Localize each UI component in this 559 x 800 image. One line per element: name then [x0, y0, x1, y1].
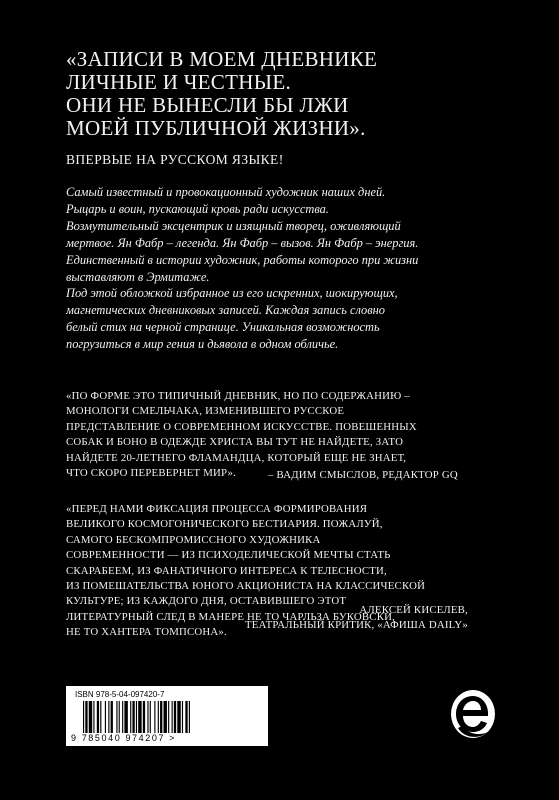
quote-line: ПРЕДСТАВЛЕНИЕ О СОВРЕМЕННОМ ИСКУССТВЕ. ПОВЕШЕННЫХ — [66, 420, 417, 433]
first-in-russian-note: ВПЕРВЫЕ НА РУССКОМ ЯЗЫКЕ! — [66, 152, 284, 167]
publisher-e-logo-icon — [448, 688, 498, 740]
description-line: выставляют в Эрмитаже. — [66, 269, 210, 284]
description-line: белый стих на черной странице. Уникальная возможность — [66, 320, 380, 335]
attribution-line: АЛЕКСЕЙ КИСЕЛЕВ, — [359, 604, 468, 616]
headline-line: «ЗАПИСИ В МОЕМ ДНЕВНИКЕ — [66, 47, 378, 71]
barcode-digits: 9 785040 974207 > — [71, 733, 177, 743]
quote-line: СКАРАБЕЕМ, ИЗ ФАНАТИЧНОГО ИНТЕРЕСА К ТЕЛЕСНОСТИ, — [66, 564, 387, 577]
quote-line: НАЙДЕТЕ 20-ЛЕТНЕГО ФЛАМАНДЦА, КОТОРЫЙ ЕЩЕ НЕ ЗНАЕТ, — [66, 451, 407, 464]
quote-line: НЕ ТО ХАНТЕРА ТОМПСОНА». — [66, 626, 227, 639]
quote-line: МОНОЛОГИ СМЕЛЬЧАКА, ИЗМЕНИВШЕГО РУССКОЕ — [66, 405, 345, 418]
review-attribution-gq: – ВАДИМ СМЫСЛОВ, РЕДАКТОР GQ — [268, 469, 458, 481]
quote-line: СОБАК И БОНО В ОДЕЖДЕ ХРИСТА ВЫ ТУТ НЕ НАЙДЕТЕ, ЗАТО — [66, 436, 404, 449]
quote-line: КУЛЬТУРЕ; ИЗ КАЖДОГО ДНЯ, ОСТАВИВШЕГО ЭТОТ — [66, 595, 347, 608]
description-line: Самый известный и провокационный художник наших дней. — [66, 185, 386, 199]
quote-line: ИЗ ПОМЕШАТЕЛЬСТВА ЮНОГО АКЦИОНИСТА НА КЛАССИЧЕСКОЙ — [66, 580, 426, 593]
barcode-bars — [81, 701, 259, 733]
quote-line: СОВРЕМЕННОСТИ — ИЗ ПСИХОДЕЛИЧЕСКОЙ МЕЧТЫ СТАТЬ — [66, 549, 391, 562]
description-line: погрузиться в мир гения и дьявола в одном обличье. — [66, 337, 339, 352]
attribution-line: ТЕАТРАЛЬНЫЙ КРИТИК, «АФИША DAILY» — [244, 619, 468, 632]
isbn-barcode — [66, 686, 268, 746]
headline-line: ЛИЧНЫЕ И ЧЕСТНЫЕ. — [66, 70, 291, 94]
review-attribution-afisha — [228, 603, 468, 634]
quote-line: «ПО ФОРМЕ ЭТО ТИПИЧНЫЙ ДНЕВНИК, НО ПО СОДЕРЖАНИЮ – — [66, 390, 410, 402]
headline-quote — [66, 48, 536, 140]
quote-line: «ПЕРЕД НАМИ ФИКСАЦИЯ ПРОЦЕССА ФОРМИРОВАНИЯ — [66, 503, 368, 515]
quote-line: ЛИТЕРАТУРНЫЙ СЛЕД В МАНЕРЕ НЕ ТО ЧАРЛЬЗА БУКОВСКИ, — [66, 610, 395, 623]
description-line: Рыцарь и воин, пускающий кровь ради искусства. — [66, 201, 329, 216]
description-line: магнетических дневниковых записей. Каждая запись словно — [66, 303, 385, 318]
headline-line: МОЕЙ ПУБЛИЧНОЙ ЖИЗНИ». — [66, 116, 366, 140]
headline-line: ОНИ НЕ ВЫНЕСЛИ БЫ ЛЖИ — [66, 93, 349, 117]
quote-line: САМОГО БЕСКОМПРОМИССНОГО ХУДОЖНИКА — [66, 533, 321, 546]
description-line: мертвое. Ян Фабр – легенда. Ян Фабр – вызов. Ян Фабр – энергия. — [66, 235, 419, 250]
description-line: Единственный в истории художник, работы которого при жизни — [66, 252, 419, 267]
description-line: Возмутительный эксцентрик и изящный творец, оживляющий — [66, 218, 401, 233]
isbn-text: ISBN 978-5-04-097420-7 — [75, 690, 165, 699]
quote-line: ВЕЛИКОГО КОСМОГОНИЧЕСКОГО БЕСТИАРИЯ. ПОЖАЛУЙ, — [66, 518, 383, 531]
quote-line: ЧТО СКОРО ПЕРЕВЕРНЕТ МИР». — [66, 467, 236, 480]
description-line: Под этой обложкой избранное из его искренних, шокирующих, — [66, 286, 398, 301]
book-description — [66, 184, 526, 353]
